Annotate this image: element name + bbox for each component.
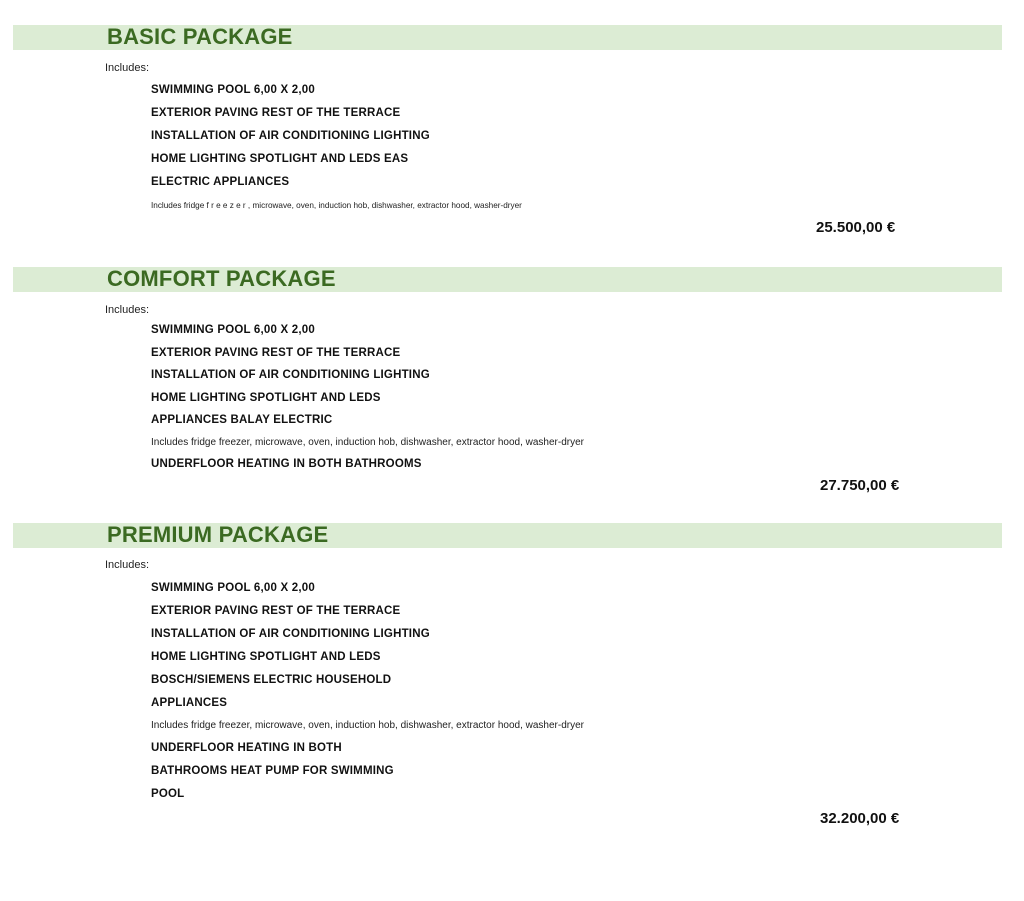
basic-item-air-conditioning: INSTALLATION OF AIR CONDITIONING LIGHTING bbox=[151, 130, 430, 142]
premium-item-bathrooms-heat-pump: BATHROOMS HEAT PUMP FOR SWIMMING bbox=[151, 765, 394, 777]
comfort-item-air-conditioning: INSTALLATION OF AIR CONDITIONING LIGHTING bbox=[151, 369, 430, 381]
premium-item-exterior-paving: EXTERIOR PAVING REST OF THE TERRACE bbox=[151, 605, 401, 617]
premium-package-title: PREMIUM PACKAGE bbox=[107, 522, 329, 547]
premium-item-underfloor-heating: UNDERFLOOR HEATING IN BOTH bbox=[151, 742, 342, 754]
premium-item-swimming-pool: SWIMMING POOL 6,00 X 2,00 bbox=[151, 582, 315, 594]
premium-item-air-conditioning: INSTALLATION OF AIR CONDITIONING LIGHTING bbox=[151, 628, 430, 640]
comfort-package-price: 27.750,00 € bbox=[820, 477, 900, 494]
comfort-item-appliances-balay: APPLIANCES BALAY ELECTRIC bbox=[151, 414, 333, 426]
premium-item-bosch-siemens: BOSCH/SIEMENS ELECTRIC HOUSEHOLD bbox=[151, 674, 392, 686]
comfort-item-home-lighting: HOME LIGHTING SPOTLIGHT AND LEDS bbox=[151, 392, 381, 404]
comfort-item-exterior-paving: EXTERIOR PAVING REST OF THE TERRACE bbox=[151, 347, 401, 359]
premium-item-pool: POOL bbox=[151, 788, 185, 800]
premium-includes-label: Includes: bbox=[105, 559, 150, 571]
basic-item-home-lighting: HOME LIGHTING SPOTLIGHT AND LEDS EAS bbox=[151, 153, 409, 165]
basic-package-title: BASIC PACKAGE bbox=[107, 24, 293, 49]
comfort-includes-label: Includes: bbox=[105, 304, 150, 316]
basic-package-price: 25.500,00 € bbox=[816, 219, 896, 236]
comfort-appliances-note: Includes fridge freezer, microwave, oven, induction hob, dishwasher, extractor hood, washer-dryer bbox=[151, 437, 584, 448]
comfort-package-title: COMFORT PACKAGE bbox=[107, 266, 336, 291]
premium-appliances-note: Includes fridge freezer, microwave, oven, induction hob, dishwasher, extractor hood, washer-dryer bbox=[151, 720, 584, 731]
basic-includes-label: Includes: bbox=[105, 62, 150, 74]
comfort-item-swimming-pool: SWIMMING POOL 6,00 X 2,00 bbox=[151, 324, 315, 336]
basic-item-exterior-paving: EXTERIOR PAVING REST OF THE TERRACE bbox=[151, 107, 401, 119]
basic-item-electric-appliances: ELECTRIC APPLIANCES bbox=[151, 176, 290, 188]
basic-item-swimming-pool: SWIMMING POOL 6,00 X 2,00 bbox=[151, 84, 315, 96]
premium-item-appliances: APPLIANCES bbox=[151, 697, 228, 709]
premium-item-home-lighting: HOME LIGHTING SPOTLIGHT AND LEDS bbox=[151, 651, 381, 663]
basic-appliances-note: Includes fridge f r e e z e r , microwave, oven, induction hob, dishwasher, extractor hood, washer-dryer bbox=[151, 201, 522, 210]
comfort-item-underfloor-heating: UNDERFLOOR HEATING IN BOTH BATHROOMS bbox=[151, 458, 422, 470]
premium-package-price: 32.200,00 € bbox=[820, 810, 900, 827]
